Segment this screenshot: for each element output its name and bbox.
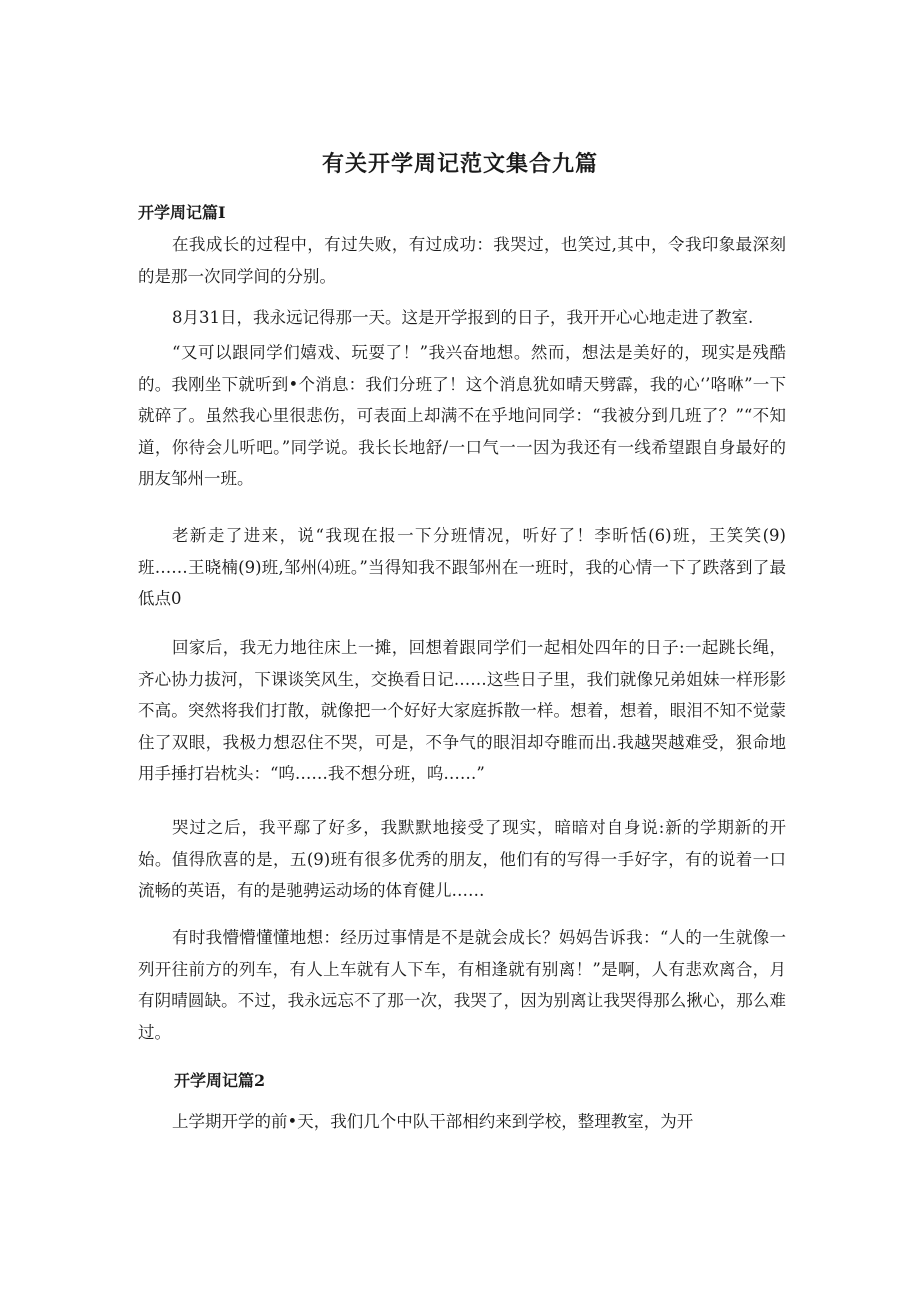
paragraph-1-3: “又可以跟同学们嬉戏、玩耍了！”我兴奋地想。然而，想法是美好的，现实是残酷的。我刚坐下就听到•个消息：我们分班了！这个消息犹如晴天劈霹，我的心‘’咯咻”一下就碎了。虽然我心里很悲伤，可表面上却满不在乎地问同学：“我被分到几班了？”“不知道，你待会儿听吧。”同学说。我长长地舒/一口气一一因为我还有一线希望跟自身最好的朋友邹州一班。 bbox=[138, 343, 786, 488]
paragraph-1-5: 回家后，我无力地往床上一摊，回想着跟同学们一起相处四年的日子:一起跳长绳，齐心协力拔河，下课谈笑风生，交换看日记……这些日子里，我们就像兄弟姐妹一样形影不高。突然将我们打散，就像把一个好好大家庭拆散一样。想着，想着，眼泪不知不觉蒙住了双眼，我极力想忍住不哭，可是，不争气的眼泪却夺睢而出.我越哭越难受，狠命地用手捶打岩枕头：“呜……我不想分班，呜……” bbox=[138, 638, 786, 783]
paragraph-1-4: 老新走了进来，说“我现在报一下分班情况，听好了！李昕恬(6)班，王笑笑(9)班……王晓楠(9)班,邹州⑷班。”当得知我不跟邹州在一班时，我的心情一下了跌落到了最低点0 bbox=[138, 526, 786, 608]
paragraph-1-2: 8月31日，我永远记得那一天。这是开学报到的日子，我开开心心地走进了教室. bbox=[172, 308, 754, 327]
document-title: 有关开学周记范文集合九篇 bbox=[321, 152, 598, 177]
paragraph-1-1: 在我成长的过程中，有过失败，有过成功：我哭过，也笑过,其中，令我印象最深刻的是那一次同学间的分别。 bbox=[138, 235, 786, 286]
paragraph-1-7: 有时我懵懵懂懂地想：经历过事情是不是就会成长？妈妈告诉我：“人的一生就像一列开往前方的列车，有人上车就有人下车，有相逢就有别离！”是啊，人有悲欢离合，月有阴晴圆缺。不过，我永远忘不了那一次，我哭了，因为别离让我哭得那么揪心，那么难过。 bbox=[138, 928, 786, 1042]
section-heading-1: 开学周记篇I bbox=[138, 203, 226, 222]
paragraph-2-1: 上学期开学的前•天，我们几个中队干部相约来到学校，整理教室，为开 bbox=[172, 1112, 694, 1131]
section-heading-2: 开学周记篇2 bbox=[174, 1071, 266, 1090]
paragraph-1-6: 哭过之后，我平鄢了好多，我默默地接受了现实，暗暗对自身说:新的学期新的开始。值得欣喜的是，五(9)班有很多优秀的朋友，他们有的写得一手好字，有的说着一口流畅的英语，有的是驰骋运动场的体育健儿…… bbox=[138, 818, 786, 900]
